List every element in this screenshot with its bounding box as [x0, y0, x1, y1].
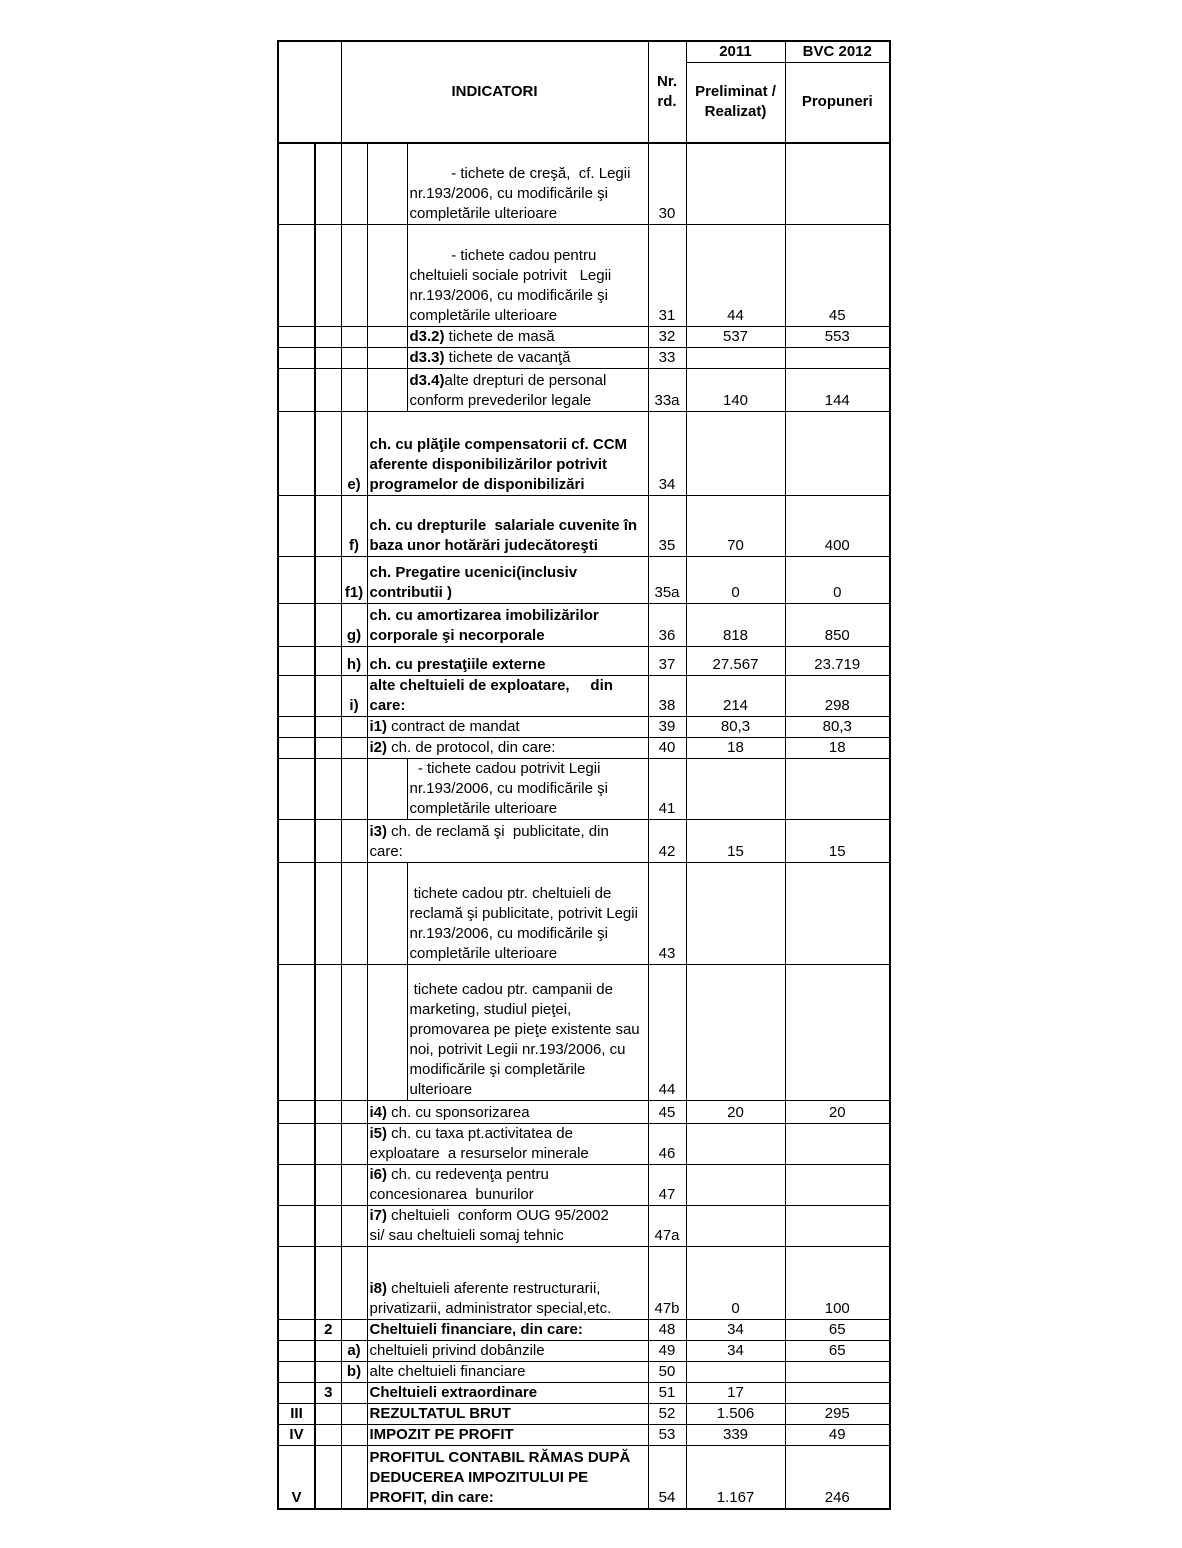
row-number: 52: [648, 1404, 686, 1425]
letter-cell: [341, 1165, 367, 1206]
value-2012: 15: [785, 820, 890, 863]
indicator-text: ch. cu redevenţa pentru concesionarea bunurilor: [369, 1166, 553, 1203]
indicator-label: [367, 717, 648, 738]
section-cell: [315, 1101, 341, 1124]
letter-cell: [341, 1124, 367, 1165]
section-cell: [315, 738, 341, 759]
indicator-text: cheltuieli aferente restructurarii, privatizarii, administrator special,etc.: [369, 1280, 612, 1317]
letter-cell: [341, 348, 367, 369]
indicator-text: ch. Pregatire ucenici(inclusiv contributii ): [369, 564, 582, 601]
value-2011: 20: [686, 1101, 785, 1124]
value-2012: 144: [785, 369, 890, 412]
indicator-text: - tichete cadou potrivit Legii nr.193/2006, cu modificările şi completările ulterioare: [409, 760, 613, 817]
value-2011: 818: [686, 604, 785, 647]
roman-cell: [278, 1101, 315, 1124]
indicator-text: tichete cadou ptr. cheltuieli de reclamă şi publicitate, potrivit Legii nr.193/2006, cu modificările şi completările ulterioare: [409, 885, 647, 962]
table-row: [278, 1165, 890, 1206]
row-number: 36: [648, 604, 686, 647]
row-number: 37: [648, 647, 686, 676]
indicator-label: [367, 1320, 648, 1341]
value-2012: 553: [785, 327, 890, 348]
indent-cell: [367, 143, 407, 225]
indicator-text: tichete cadou ptr. campanii de marketing, studiul pieţei, promovarea pe pieţe existente sau noi, potrivit Legii nr.193/2006, cu modificările şi completările ulterioare: [409, 981, 644, 1098]
section-cell: [315, 496, 341, 557]
indicator-text: REZULTATUL BRUT: [369, 1405, 511, 1422]
indicator-label: [407, 759, 648, 820]
table-row: [278, 604, 890, 647]
row-number: 46: [648, 1124, 686, 1165]
roman-cell: III: [278, 1404, 315, 1425]
indicator-text: Cheltuieli extraordinare: [369, 1384, 538, 1401]
row-number: 33: [648, 348, 686, 369]
indicator-label: [407, 327, 648, 348]
indicator-text: contract de mandat: [387, 718, 520, 735]
table-row: [278, 759, 890, 820]
indicator-label: [367, 820, 648, 863]
indicator-text: tichete de masă: [444, 328, 555, 345]
value-2011: 339: [686, 1425, 785, 1446]
value-2011: 140: [686, 369, 785, 412]
value-2012: 400: [785, 496, 890, 557]
section-cell: [315, 717, 341, 738]
table-row: [278, 557, 890, 604]
table-row: [278, 1206, 890, 1247]
section-cell: [315, 1247, 341, 1320]
row-number: 53: [648, 1425, 686, 1446]
row-number: 39: [648, 717, 686, 738]
roman-cell: [278, 348, 315, 369]
section-cell: [315, 1404, 341, 1425]
table-row: [278, 1404, 890, 1425]
table-row: [278, 1124, 890, 1165]
indicator-text: ch. cu drepturile salariale cuvenite în baza unor hotărări judecătoreşti: [369, 517, 642, 554]
indicator-text: ch. cu plăţile compensatorii cf. CCM aferente disponibilizărilor potrivit programelor de disponibilizări: [369, 436, 636, 493]
letter-cell: [341, 759, 367, 820]
value-2011: [686, 965, 785, 1101]
indent-cell: [367, 965, 407, 1101]
roman-cell: [278, 647, 315, 676]
indicator-label: [367, 1383, 648, 1404]
indicator-label: [407, 369, 648, 412]
indicator-text: ch. cu sponsorizarea: [387, 1104, 530, 1121]
roman-cell: [278, 1320, 315, 1341]
value-2011: 80,3: [686, 717, 785, 738]
table-body: [278, 143, 890, 1509]
roman-cell: [278, 1362, 315, 1383]
roman-cell: [278, 1124, 315, 1165]
table-row: [278, 676, 890, 717]
row-number: 47b: [648, 1247, 686, 1320]
header-blank: [278, 41, 341, 143]
section-cell: [315, 369, 341, 412]
indicator-label: [367, 1362, 648, 1383]
roman-cell: [278, 676, 315, 717]
row-number: 42: [648, 820, 686, 863]
indicator-code: d3.4): [409, 372, 445, 389]
row-number: 34: [648, 412, 686, 496]
value-2012: 100: [785, 1247, 890, 1320]
indent-cell: [367, 327, 407, 348]
row-number: 31: [648, 225, 686, 327]
indicator-label: [367, 1165, 648, 1206]
section-cell: [315, 557, 341, 604]
indicator-text: ch. cu prestaţiile externe: [369, 656, 546, 673]
indicator-label: [367, 1124, 648, 1165]
section-cell: [315, 676, 341, 717]
row-number: 47: [648, 1165, 686, 1206]
indicator-code: i6): [369, 1166, 388, 1183]
value-2012: 18: [785, 738, 890, 759]
roman-cell: [278, 1341, 315, 1362]
table-row: [278, 143, 890, 225]
indent-cell: [367, 863, 407, 965]
value-2011: 27.567: [686, 647, 785, 676]
row-number: 41: [648, 759, 686, 820]
indicator-text: IMPOZIT PE PROFIT: [369, 1426, 514, 1443]
roman-cell: [278, 604, 315, 647]
letter-cell: h): [341, 647, 367, 676]
value-2012: 246: [785, 1446, 890, 1509]
table-row: [278, 1101, 890, 1124]
header-propuneri: Propuneri: [785, 63, 890, 143]
roman-cell: [278, 1247, 315, 1320]
value-2011: [686, 759, 785, 820]
letter-cell: [341, 1383, 367, 1404]
letter-cell: [341, 965, 367, 1101]
section-cell: [315, 1341, 341, 1362]
value-2012: 20: [785, 1101, 890, 1124]
roman-cell: [278, 327, 315, 348]
budget-table: [277, 40, 891, 1510]
value-2012: 23.719: [785, 647, 890, 676]
indicator-label: [367, 738, 648, 759]
header-bvc-2012: BVC 2012: [785, 41, 890, 63]
table-row: [278, 327, 890, 348]
value-2011: 1.506: [686, 1404, 785, 1425]
table-row: [278, 412, 890, 496]
table-row: [278, 369, 890, 412]
row-number: 30: [648, 143, 686, 225]
value-2011: [686, 1362, 785, 1383]
value-2012: [785, 965, 890, 1101]
section-cell: [315, 604, 341, 647]
table-row: [278, 348, 890, 369]
row-number: 32: [648, 327, 686, 348]
value-2012: 45: [785, 225, 890, 327]
indicator-label: [367, 1446, 648, 1509]
row-number: 40: [648, 738, 686, 759]
indicator-text: ch. cu amortizarea imobilizărilor corporale şi necorporale: [369, 607, 603, 644]
indicator-label: [407, 863, 648, 965]
section-cell: [315, 1124, 341, 1165]
section-cell: [315, 1446, 341, 1509]
value-2012: [785, 348, 890, 369]
letter-cell: [341, 1320, 367, 1341]
value-2012: 0: [785, 557, 890, 604]
roman-cell: [278, 759, 315, 820]
row-number: 44: [648, 965, 686, 1101]
value-2012: 80,3: [785, 717, 890, 738]
roman-cell: [278, 738, 315, 759]
indicator-label: [407, 348, 648, 369]
roman-cell: V: [278, 1446, 315, 1509]
section-cell: [315, 647, 341, 676]
table-row: [278, 647, 890, 676]
indicator-label: [367, 496, 648, 557]
indent-cell: [367, 369, 407, 412]
row-number: 51: [648, 1383, 686, 1404]
value-2012: 49: [785, 1425, 890, 1446]
value-2012: [785, 1165, 890, 1206]
value-2012: [785, 1362, 890, 1383]
value-2011: [686, 1124, 785, 1165]
row-number: 35: [648, 496, 686, 557]
indicator-code: d3.3): [409, 349, 445, 366]
letter-cell: [341, 1446, 367, 1509]
header-indicatori: INDICATORI: [341, 41, 648, 143]
roman-cell: IV: [278, 1425, 315, 1446]
roman-cell: [278, 225, 315, 327]
indent-cell: [367, 348, 407, 369]
roman-cell: [278, 143, 315, 225]
row-number: 35a: [648, 557, 686, 604]
value-2012: [785, 412, 890, 496]
roman-cell: [278, 1165, 315, 1206]
indicator-text: cheltuieli conform OUG 95/2002 si/ sau cheltuieli somaj tehnic: [369, 1207, 638, 1244]
indicator-text: ch. de protocol, din care:: [387, 739, 556, 756]
indicator-label: [367, 1425, 648, 1446]
section-cell: [315, 863, 341, 965]
letter-cell: [341, 1425, 367, 1446]
letter-cell: a): [341, 1341, 367, 1362]
table-row: [278, 1383, 890, 1404]
value-2011: 537: [686, 327, 785, 348]
value-2011: 0: [686, 1247, 785, 1320]
section-cell: [315, 143, 341, 225]
table-row: [278, 820, 890, 863]
letter-cell: e): [341, 412, 367, 496]
indicator-text: tichete de vacanţă: [444, 349, 571, 366]
indicator-label: [407, 965, 648, 1101]
value-2012: 65: [785, 1320, 890, 1341]
indicator-text: PROFITUL CONTABIL RĂMAS DUPĂ DEDUCEREA IMPOZITULUI PE PROFIT, din care:: [369, 1448, 635, 1506]
letter-cell: [341, 1247, 367, 1320]
table-row: [278, 863, 890, 965]
row-number: 45: [648, 1101, 686, 1124]
row-number: 33a: [648, 369, 686, 412]
roman-cell: [278, 1206, 315, 1247]
value-2012: [785, 759, 890, 820]
row-number: 48: [648, 1320, 686, 1341]
row-number: 47a: [648, 1206, 686, 1247]
table-row: [278, 496, 890, 557]
letter-cell: [341, 738, 367, 759]
table-row: [278, 1362, 890, 1383]
letter-cell: f): [341, 496, 367, 557]
letter-cell: [341, 1206, 367, 1247]
indicator-code: i7): [369, 1207, 388, 1224]
table-row: [278, 717, 890, 738]
letter-cell: [341, 143, 367, 225]
roman-cell: [278, 369, 315, 412]
letter-cell: [341, 225, 367, 327]
indicator-label: [407, 143, 648, 225]
section-cell: [315, 820, 341, 863]
value-2012: 65: [785, 1341, 890, 1362]
indicator-text: ch. cu taxa pt.activitatea de exploatare a resurselor minerale: [369, 1125, 589, 1162]
indent-cell: [367, 759, 407, 820]
value-2011: 0: [686, 557, 785, 604]
row-number: 54: [648, 1446, 686, 1509]
indicator-label: [367, 557, 648, 604]
letter-cell: [341, 1101, 367, 1124]
value-2011: 15: [686, 820, 785, 863]
table-row: [278, 1446, 890, 1509]
indicator-label: [367, 1247, 648, 1320]
indicator-code: i2): [369, 739, 388, 756]
value-2011: 34: [686, 1341, 785, 1362]
row-number: 38: [648, 676, 686, 717]
indicator-label: [367, 1341, 648, 1362]
value-2012: [785, 1383, 890, 1404]
indicator-code: i4): [369, 1104, 388, 1121]
indicator-code: i5): [369, 1125, 388, 1142]
indicator-label: [367, 1101, 648, 1124]
value-2011: [686, 143, 785, 225]
value-2011: 44: [686, 225, 785, 327]
value-2011: 214: [686, 676, 785, 717]
roman-cell: [278, 1383, 315, 1404]
indicator-text: ch. de reclamă şi publicitate, din care:: [369, 823, 613, 860]
indicator-text: cheltuieli privind dobânzile: [369, 1342, 545, 1359]
indicator-text: - tichete de creşă, cf. Legii nr.193/2006, cu modificările şi completările ulterioare: [409, 165, 635, 222]
roman-cell: [278, 965, 315, 1101]
indicator-text: alte drepturi de personal conform prevederilor legale: [409, 372, 611, 409]
indicator-label: [367, 412, 648, 496]
value-2011: 18: [686, 738, 785, 759]
indicator-code: i3): [369, 823, 388, 840]
indicator-label: [367, 676, 648, 717]
value-2012: [785, 143, 890, 225]
letter-cell: i): [341, 676, 367, 717]
letter-cell: [341, 327, 367, 348]
header-year-2011: 2011: [686, 41, 785, 63]
value-2011: 70: [686, 496, 785, 557]
letter-cell: b): [341, 1362, 367, 1383]
section-cell: 3: [315, 1383, 341, 1404]
table-row: [278, 1341, 890, 1362]
value-2012: [785, 1124, 890, 1165]
section-cell: 2: [315, 1320, 341, 1341]
indicator-label: [367, 647, 648, 676]
indent-cell: [367, 225, 407, 327]
table-row: [278, 965, 890, 1101]
row-number: 50: [648, 1362, 686, 1383]
letter-cell: [341, 369, 367, 412]
indicator-text: - tichete cadou pentru cheltuieli sociale potrivit Legii nr.193/2006, cu modificările şi completările ulterioare: [409, 247, 616, 324]
value-2012: [785, 1206, 890, 1247]
section-cell: [315, 1165, 341, 1206]
section-cell: [315, 327, 341, 348]
value-2011: 17: [686, 1383, 785, 1404]
indicator-code: i1): [369, 718, 388, 735]
header-nr-rd: Nr. rd.: [648, 41, 686, 143]
section-cell: [315, 412, 341, 496]
section-cell: [315, 1206, 341, 1247]
letter-cell: [341, 863, 367, 965]
section-cell: [315, 759, 341, 820]
row-number: 49: [648, 1341, 686, 1362]
section-cell: [315, 1362, 341, 1383]
value-2011: [686, 348, 785, 369]
indicator-code: d3.2): [409, 328, 445, 345]
indicator-code: i8): [369, 1280, 388, 1297]
indicator-text: alte cheltuieli de exploatare, din care:: [369, 677, 618, 714]
value-2011: [686, 412, 785, 496]
value-2011: [686, 1206, 785, 1247]
indicator-label: [367, 1206, 648, 1247]
value-2011: 1.167: [686, 1446, 785, 1509]
section-cell: [315, 965, 341, 1101]
section-cell: [315, 348, 341, 369]
letter-cell: [341, 717, 367, 738]
indicator-label: [407, 225, 648, 327]
indicator-text: Cheltuieli financiare, din care:: [369, 1321, 583, 1338]
section-cell: [315, 225, 341, 327]
letter-cell: [341, 820, 367, 863]
value-2012: [785, 863, 890, 965]
value-2012: 295: [785, 1404, 890, 1425]
roman-cell: [278, 496, 315, 557]
table-row: [278, 1320, 890, 1341]
value-2011: [686, 863, 785, 965]
letter-cell: [341, 1404, 367, 1425]
indicator-text: alte cheltuieli financiare: [369, 1363, 526, 1380]
roman-cell: [278, 820, 315, 863]
roman-cell: [278, 557, 315, 604]
table-row: [278, 225, 890, 327]
indicator-label: [367, 604, 648, 647]
header-preliminat: Preliminat / Realizat): [686, 63, 785, 143]
indicator-label: [367, 1404, 648, 1425]
roman-cell: [278, 863, 315, 965]
section-cell: [315, 1425, 341, 1446]
roman-cell: [278, 717, 315, 738]
row-number: 43: [648, 863, 686, 965]
letter-cell: g): [341, 604, 367, 647]
table-row: [278, 1247, 890, 1320]
value-2012: 850: [785, 604, 890, 647]
value-2012: 298: [785, 676, 890, 717]
table-row: [278, 738, 890, 759]
value-2011: 34: [686, 1320, 785, 1341]
value-2011: [686, 1165, 785, 1206]
table-row: [278, 1425, 890, 1446]
roman-cell: [278, 412, 315, 496]
letter-cell: f1): [341, 557, 367, 604]
